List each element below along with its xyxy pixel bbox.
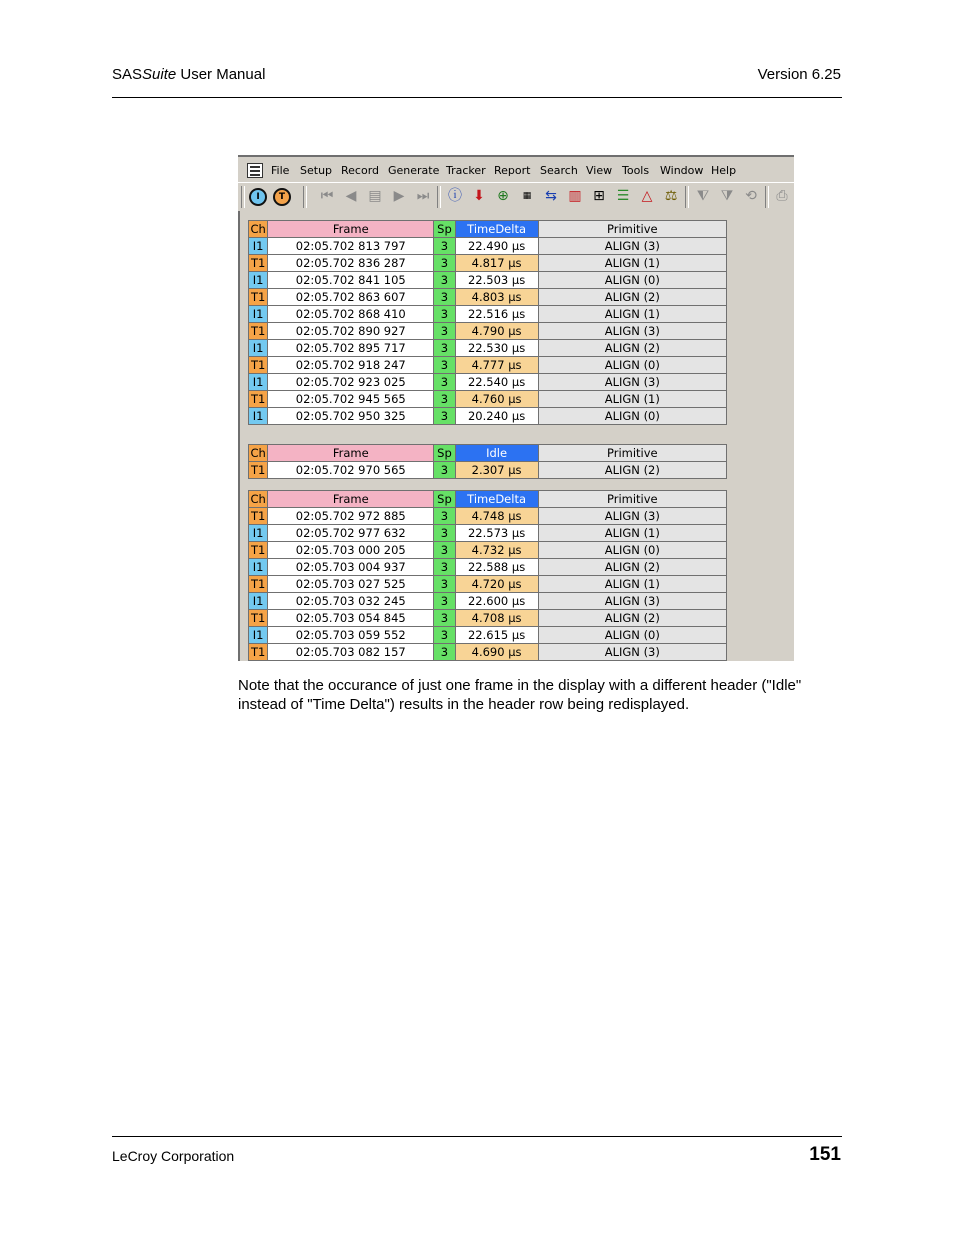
cell-speed: 3 <box>434 272 455 289</box>
cell-channel: T1 <box>249 644 268 661</box>
cell-primitive: ALIGN (1) <box>538 391 726 408</box>
cell-speed: 3 <box>434 374 455 391</box>
cell-channel: I1 <box>249 559 268 576</box>
header-timing[interactable]: TimeDelta <box>455 221 538 238</box>
menu-generate[interactable]: Generate <box>388 164 440 177</box>
cell-speed: 3 <box>434 525 455 542</box>
cell-primitive: ALIGN (0) <box>538 627 726 644</box>
menu-report[interactable]: Report <box>494 164 531 177</box>
cell-primitive: ALIGN (2) <box>538 610 726 627</box>
cell-channel: T1 <box>249 255 268 272</box>
cell-primitive: ALIGN (1) <box>538 525 726 542</box>
cell-frame: 02:05.703 000 205 <box>268 542 434 559</box>
cell-primitive: ALIGN (3) <box>538 508 726 525</box>
cell-channel: T1 <box>249 323 268 340</box>
cell-frame: 02:05.703 054 845 <box>268 610 434 627</box>
cell-frame: 02:05.703 027 525 <box>268 576 434 593</box>
cell-primitive: ALIGN (2) <box>538 462 726 479</box>
cell-frame: 02:05.702 895 717 <box>268 340 434 357</box>
table-row[interactable] <box>249 374 727 391</box>
cell-primitive: ALIGN (0) <box>538 357 726 374</box>
header-timing[interactable]: TimeDelta <box>455 491 538 508</box>
cell-timing: 22.516 µs <box>455 306 538 323</box>
record-icon[interactable]: ⬇ <box>473 188 485 204</box>
note-paragraph: Note that the occurance of just one frame in the display with a different header ("Idle" instead of "Time Delta") results in the header row being redisplayed. <box>238 677 802 713</box>
cell-frame: 02:05.702 945 565 <box>268 391 434 408</box>
last-icon[interactable]: ⏭ <box>416 188 430 204</box>
stack-icon[interactable]: ☰ <box>616 188 630 204</box>
table-row[interactable] <box>249 408 727 425</box>
cell-primitive: ALIGN (2) <box>538 340 726 357</box>
table-row[interactable] <box>249 340 727 357</box>
cell-speed: 3 <box>434 357 455 374</box>
cell-channel: T1 <box>249 289 268 306</box>
cell-speed: 3 <box>434 542 455 559</box>
table-row[interactable] <box>249 508 727 525</box>
table-row[interactable] <box>249 525 727 542</box>
toolbar-separator <box>765 186 769 208</box>
cell-speed: 3 <box>434 593 455 610</box>
header-sp[interactable]: Sp <box>434 491 455 508</box>
chart-icon[interactable]: ▥ <box>568 188 582 204</box>
collapse-icon[interactable]: ⟲ <box>745 188 757 204</box>
menu-bar <box>238 155 794 184</box>
cell-frame: 02:05.702 841 105 <box>268 272 434 289</box>
table-row[interactable] <box>249 593 727 610</box>
cell-speed: 3 <box>434 391 455 408</box>
header-primitive[interactable]: Primitive <box>538 221 726 238</box>
cell-frame: 02:05.702 813 797 <box>268 238 434 255</box>
cell-channel: I1 <box>249 627 268 644</box>
cell-channel: T1 <box>249 391 268 408</box>
cell-frame: 02:05.702 868 410 <box>268 306 434 323</box>
table-header-row <box>249 491 727 508</box>
cell-timing: 4.760 µs <box>455 391 538 408</box>
cell-timing: 4.732 µs <box>455 542 538 559</box>
header-frame[interactable]: Frame <box>268 445 434 462</box>
cell-frame: 02:05.702 972 885 <box>268 508 434 525</box>
cell-speed: 3 <box>434 508 455 525</box>
trace-table <box>248 490 727 661</box>
cell-timing: 22.490 µs <box>455 238 538 255</box>
window-edge <box>238 211 240 661</box>
cell-speed: 3 <box>434 255 455 272</box>
cell-channel: T1 <box>249 357 268 374</box>
cell-frame: 02:05.702 950 325 <box>268 408 434 425</box>
cell-frame: 02:05.703 082 157 <box>268 644 434 661</box>
cell-speed: 3 <box>434 306 455 323</box>
cell-speed: 3 <box>434 644 455 661</box>
page-icon[interactable]: ▤ <box>368 188 382 204</box>
cell-primitive: ALIGN (1) <box>538 255 726 272</box>
table-row[interactable] <box>249 462 727 479</box>
table-row[interactable] <box>249 357 727 374</box>
cell-speed: 3 <box>434 559 455 576</box>
bus-icon[interactable]: ⊞ <box>593 188 605 204</box>
menu-tools[interactable]: Tools <box>622 164 650 177</box>
header-primitive[interactable]: Primitive <box>538 445 726 462</box>
manual-title <box>112 66 265 83</box>
cell-frame: 02:05.702 923 025 <box>268 374 434 391</box>
header-timing[interactable]: Idle <box>455 445 538 462</box>
cell-timing: 4.803 µs <box>455 289 538 306</box>
table-row[interactable] <box>249 289 727 306</box>
app-screenshot <box>238 155 794 661</box>
page-number: 151 <box>809 1144 841 1165</box>
cell-timing: 2.307 µs <box>455 462 538 479</box>
toolbar-separator <box>685 186 689 208</box>
cell-channel: I1 <box>249 525 268 542</box>
footer-company: LeCroy Corporation <box>112 1148 235 1164</box>
cell-channel: I1 <box>249 340 268 357</box>
cell-timing: 4.720 µs <box>455 576 538 593</box>
title-suffix: User Manual <box>176 66 266 83</box>
cell-primitive: ALIGN (1) <box>538 306 726 323</box>
title-italic: Suite <box>142 66 177 83</box>
cell-timing: 22.530 µs <box>455 340 538 357</box>
cell-channel: I1 <box>249 272 268 289</box>
cell-speed: 3 <box>434 610 455 627</box>
cell-timing: 22.588 µs <box>455 559 538 576</box>
cell-channel: I1 <box>249 593 268 610</box>
cell-speed: 3 <box>434 289 455 306</box>
toolbar-separator <box>437 186 441 208</box>
menu-help[interactable]: Help <box>711 164 737 177</box>
cell-channel: T1 <box>249 542 268 559</box>
cell-primitive: ALIGN (2) <box>538 289 726 306</box>
cell-timing: 4.790 µs <box>455 323 538 340</box>
table-row[interactable] <box>249 391 727 408</box>
cell-primitive: ALIGN (2) <box>538 559 726 576</box>
hide-icon[interactable]: ⧩ <box>720 188 734 204</box>
cell-speed: 3 <box>434 627 455 644</box>
cell-speed: 3 <box>434 576 455 593</box>
header-rule <box>112 97 842 98</box>
cell-primitive: ALIGN (3) <box>538 323 726 340</box>
trace-table <box>248 444 727 479</box>
table-row[interactable] <box>249 576 727 593</box>
cell-primitive: ALIGN (0) <box>538 272 726 289</box>
table-row[interactable] <box>249 627 727 644</box>
table-header-row <box>249 445 727 462</box>
binary-icon[interactable]: ▦ <box>522 191 532 201</box>
cell-frame: 02:05.702 970 565 <box>268 462 434 479</box>
toolbar-grip <box>241 186 245 208</box>
table-row[interactable] <box>249 644 727 661</box>
filter-icon[interactable]: ⧨ <box>696 188 710 204</box>
cell-channel: T1 <box>249 462 268 479</box>
table-row[interactable] <box>249 238 727 255</box>
cell-frame: 02:05.702 890 927 <box>268 323 434 340</box>
cell-frame: 02:05.703 059 552 <box>268 627 434 644</box>
cell-primitive: ALIGN (1) <box>538 576 726 593</box>
title-prefix: SAS <box>112 66 143 83</box>
cell-speed: 3 <box>434 462 455 479</box>
cell-timing: 22.503 µs <box>455 272 538 289</box>
header-frame[interactable]: Frame <box>268 221 434 238</box>
app-icon <box>247 163 263 178</box>
trace-table <box>248 220 727 425</box>
header-primitive[interactable]: Primitive <box>538 491 726 508</box>
header-ch[interactable]: Ch <box>250 446 266 460</box>
search-icon[interactable]: ⊕ <box>497 188 509 204</box>
cell-timing: 4.690 µs <box>455 644 538 661</box>
header-frame[interactable]: Frame <box>268 491 434 508</box>
cell-frame: 02:05.702 977 632 <box>268 525 434 542</box>
menu-window[interactable]: Window <box>660 164 704 177</box>
table-row[interactable] <box>249 610 727 627</box>
first-icon[interactable]: ⏮ <box>320 188 334 204</box>
cell-frame: 02:05.702 918 247 <box>268 357 434 374</box>
cell-primitive: ALIGN (3) <box>538 593 726 610</box>
cell-channel: I1 <box>249 374 268 391</box>
table-row[interactable] <box>249 306 727 323</box>
cell-primitive: ALIGN (3) <box>538 374 726 391</box>
cell-timing: 4.748 µs <box>455 508 538 525</box>
cell-channel: I1 <box>249 408 268 425</box>
table-row[interactable] <box>249 323 727 340</box>
cell-timing: 22.600 µs <box>455 593 538 610</box>
cell-channel: T1 <box>249 576 268 593</box>
print-icon[interactable]: ⎙ <box>776 188 788 204</box>
menu-record[interactable]: Record <box>341 164 380 177</box>
ruler-icon[interactable]: ⚖ <box>664 188 678 204</box>
cell-timing: 22.573 µs <box>455 525 538 542</box>
t1-channel-icon[interactable]: T <box>273 188 291 206</box>
cell-primitive: ALIGN (3) <box>538 238 726 255</box>
cell-speed: 3 <box>434 238 455 255</box>
toolbar-separator <box>303 186 307 208</box>
footer-rule <box>112 1136 842 1137</box>
next-icon[interactable]: ▶ <box>393 188 405 204</box>
header-ch[interactable]: Ch <box>250 222 266 236</box>
cell-timing: 22.615 µs <box>455 627 538 644</box>
cell-channel: I1 <box>249 238 268 255</box>
graph-icon[interactable]: △ <box>641 188 653 204</box>
table-row[interactable] <box>249 542 727 559</box>
cell-frame: 02:05.703 032 245 <box>268 593 434 610</box>
cell-primitive: ALIGN (0) <box>538 542 726 559</box>
menu-file[interactable]: File <box>271 164 290 177</box>
info-icon[interactable]: ⓘ <box>448 188 462 204</box>
cell-channel: T1 <box>249 610 268 627</box>
table-row[interactable] <box>249 272 727 289</box>
cell-timing: 4.817 µs <box>455 255 538 272</box>
prev-icon[interactable]: ◀ <box>345 188 357 204</box>
trace-view <box>238 211 794 661</box>
header-ch[interactable]: Ch <box>250 492 266 506</box>
menu-setup[interactable]: Setup <box>300 164 333 177</box>
cell-speed: 3 <box>434 340 455 357</box>
export-icon[interactable]: ⇆ <box>545 188 557 204</box>
cell-channel: I1 <box>249 306 268 323</box>
toolbar <box>238 182 794 212</box>
cell-timing: 4.777 µs <box>455 357 538 374</box>
cell-timing: 20.240 µs <box>455 408 538 425</box>
cell-timing: 22.540 µs <box>455 374 538 391</box>
cell-timing: 4.708 µs <box>455 610 538 627</box>
cell-speed: 3 <box>434 323 455 340</box>
i1-channel-icon[interactable]: I <box>249 188 267 206</box>
cell-channel: T1 <box>249 508 268 525</box>
version-label: Version 6.25 <box>757 66 841 83</box>
header-sp[interactable]: Sp <box>434 445 455 462</box>
menu-tracker[interactable]: Tracker <box>446 164 486 177</box>
cell-speed: 3 <box>434 408 455 425</box>
table-header-row <box>249 221 727 238</box>
menu-search[interactable]: Search <box>540 164 578 177</box>
cell-primitive: ALIGN (0) <box>538 408 726 425</box>
cell-frame: 02:05.703 004 937 <box>268 559 434 576</box>
table-row[interactable] <box>249 559 727 576</box>
cell-frame: 02:05.702 863 607 <box>268 289 434 306</box>
table-row[interactable] <box>249 255 727 272</box>
menu-view[interactable]: View <box>586 164 613 177</box>
cell-primitive: ALIGN (3) <box>538 644 726 661</box>
cell-frame: 02:05.702 836 287 <box>268 255 434 272</box>
header-sp[interactable]: Sp <box>434 221 455 238</box>
